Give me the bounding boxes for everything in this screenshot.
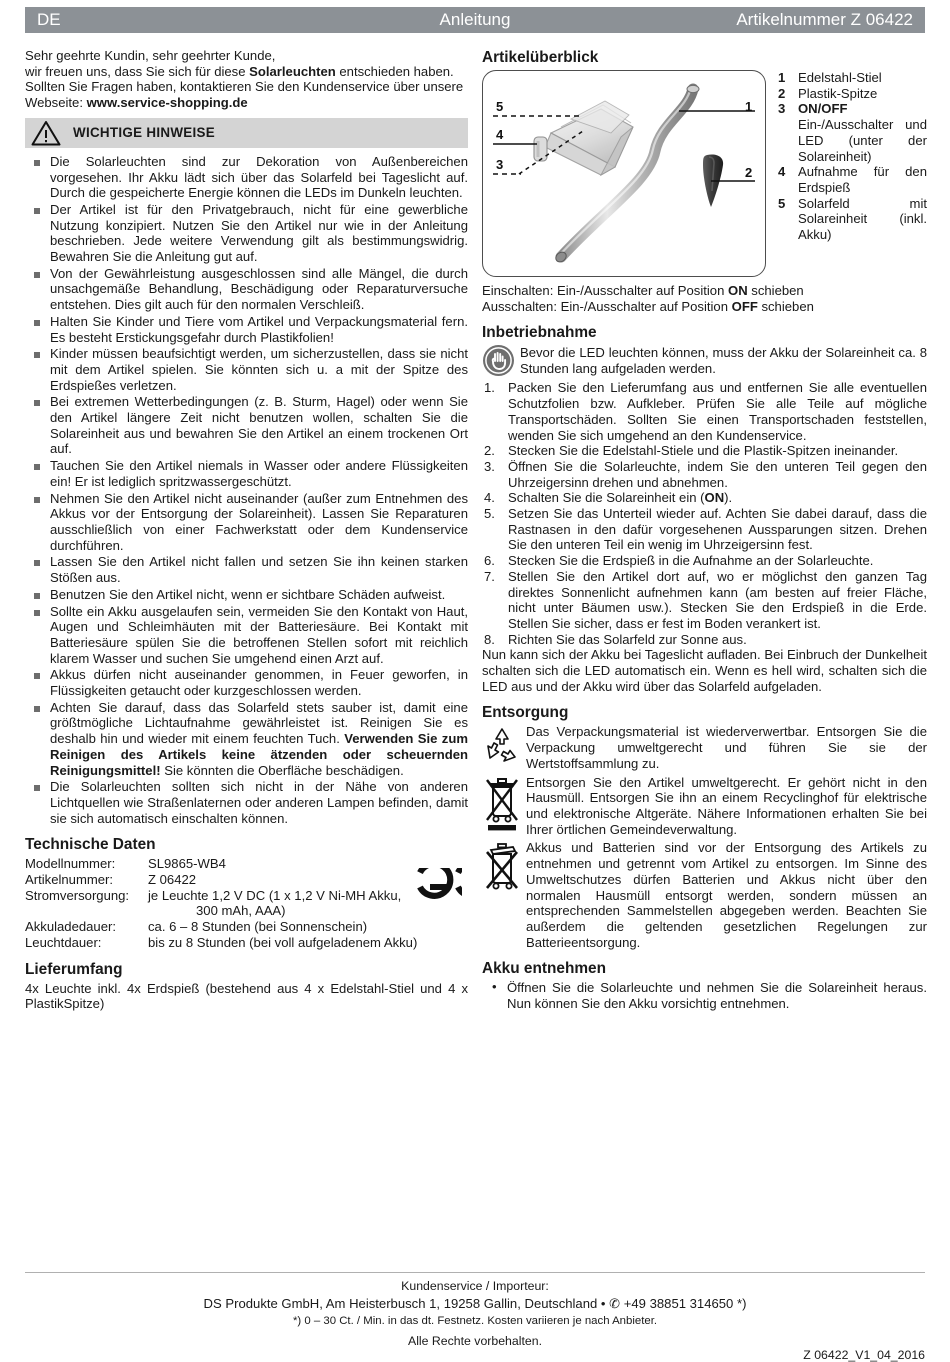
- startup-steps-list: [482, 380, 927, 647]
- legend-label: Solarfeld mit Solareinheit (inkl. Akku): [798, 195, 927, 243]
- svg-text:2: 2: [745, 165, 753, 180]
- disposal-text-weee: Entsorgen Sie den Artikel umweltgerecht. Er gehört nicht in den Hausmüll. Entsorgen Sie ihn an einem Recyclinghof für elektrische und elektronische Altgeräte. Nähere Informationen erhalten Sie bei Ihrer örtlichen Gemeindeverwaltung.: [526, 774, 927, 837]
- svg-text:5: 5: [496, 99, 504, 114]
- legend-item: [778, 70, 927, 86]
- list-item: Nehmen Sie den Artikel nicht auseinander (außer zum Entnehmen des Akkus vor der Entsorgung der Solareinheit). Lassen Sie Reparaturen ausschließlich von einer Fachwerkstatt oder dem Kundenservice durchführen.: [25, 491, 468, 554]
- list-item: Öffnen Sie die Solarleuchte, indem Sie den unteren Teil gegen den Uhrzeigersinn drehen und abnehmen.: [508, 458, 927, 490]
- tech-value: Z 06422: [148, 872, 197, 888]
- warning-triangle-icon: [31, 120, 61, 146]
- tech-value: bis zu 8 Stunden (bei voll aufgeladenem Akku): [148, 934, 418, 950]
- list-item: Stellen Sie den Artikel dort auf, wo er möglichst den ganzen Tag direktes Sonnenlicht aufnehmen kann (am besten auf freier Fläche, nicht unter Bäumen usw.). Stecken Sie den Erdspieß in die Erde. Stellen Sie sicher, dass er fest im Boden verankert ist.: [508, 568, 927, 631]
- legend-number: 5: [778, 195, 786, 211]
- cleaning-text-post: Sie könnten die Oberfläche beschädigen.: [160, 762, 404, 778]
- svg-text:3: 3: [496, 157, 504, 172]
- svg-text:4: 4: [496, 127, 504, 142]
- list-item: Die Solarleuchten sind zur Dekoration von Außenbereichen vorgesehen. Ihr Akku lädt sich über das Solarfeld bei Tageslicht auf. Durch die gespeicherte Energie können die LEDs im Dunkeln leuchten.: [25, 154, 468, 201]
- list-item: Von der Gewährleistung ausgeschlossen sind alle Mängel, die durch unsachgemäße Behandlung, Beschädigung oder Reparaturversuche entstehen. Dies gilt auch für den normalen Verschleiß.: [25, 266, 468, 313]
- recycling-arrows-icon: [482, 724, 522, 768]
- pointing-hand-icon: [482, 344, 515, 377]
- tech-value: ca. 6 – 8 Stunden (bei Sonnenschein): [148, 919, 368, 935]
- list-item: Lassen Sie den Artikel nicht fallen und setzen Sie ihn keinen starken Stößen aus.: [25, 554, 468, 585]
- switch-off-line: [482, 299, 927, 315]
- list-item: Benutzen Sie den Artikel nicht, wenn er sichtbare Schäden aufweist.: [25, 587, 468, 603]
- intro-text-b: entschieden haben. Sollten Sie Fragen haben, kontaktieren Sie den Kundenservice über unsere Webseite:: [25, 63, 464, 111]
- intro-text-a: wir freuen uns, dass Sie sich für diese: [25, 63, 250, 79]
- list-item: Stecken Sie die Edelstahl-Stiele und die Plastik-Spitzen ineinander.: [508, 443, 899, 459]
- footer-company-address: DS Produkte GmbH, Am Heisterbusch 1, 19258 Gallin, Deutschland • ✆ +49 38851 314650 *): [203, 1296, 747, 1311]
- legend-number: 2: [778, 85, 786, 101]
- charging-hint-text: Bevor die LED leuchten können, muss der Akku der Solareinheit ca. 8 Stunden lang aufgeladen werden.: [520, 345, 927, 377]
- tech-key: Leuchtdauer:: [25, 934, 102, 950]
- list-item: Kinder müssen beaufsichtigt werden, um sicherzustellen, dass sie nicht mit dem Artikel spielen. Sie könnten sich u. a mit der Spitze des Erdspießes verletzen.: [25, 346, 468, 393]
- parts-illustration: [483, 71, 765, 276]
- disposal-entry-weee: [482, 775, 927, 838]
- disposal-entry-packaging: [482, 724, 927, 771]
- battery-removal-heading: Akku entnehmen: [482, 960, 607, 978]
- tech-value: 300 mAh, AAA): [196, 903, 286, 919]
- list-item-cleaning: [25, 700, 468, 779]
- cleaning-text-pre: Achten Sie darauf, dass das Solarfeld stets sauber ist, damit eine größtmögliche Lichtaufnahme gewährleistet ist. Reinigen Sie es deshalb hin und wieder mit einem feuchten Tuch.: [50, 699, 468, 747]
- switch-off-post: schieben: [757, 298, 814, 314]
- solar-light-parts-diagram: [482, 70, 766, 277]
- charging-hint: [482, 344, 927, 377]
- disposal-heading: Entsorgung: [482, 704, 569, 722]
- legend-label: ON/OFF Ein-/Ausschalter und LED (unter der Solareinheit): [798, 101, 927, 164]
- tech-key: Modellnummer:: [25, 856, 116, 872]
- technical-data-heading: Technische Daten: [25, 836, 156, 854]
- crossed-out-wheelie-bin-weee-icon: [482, 775, 522, 833]
- important-notes-banner: [25, 118, 468, 148]
- important-notes-label: WICHTIGE HINWEISE: [73, 124, 215, 140]
- scope-of-delivery-heading: Lieferumfang: [25, 960, 123, 978]
- battery-removal-list: [482, 980, 927, 1011]
- service-website: www.service-shopping.de: [86, 95, 248, 111]
- tech-key: Stromversorgung:: [25, 887, 130, 903]
- header-language: DE: [37, 10, 61, 29]
- switch-off-state: OFF: [731, 298, 758, 314]
- switch-off-pre: Ausschalten: Ein-/Ausschalter auf Position: [482, 298, 732, 314]
- step4-on: ON: [704, 490, 725, 506]
- step4-post: ).: [724, 490, 733, 506]
- list-item: Der Artikel ist für den Privatgebrauch, nicht für eine gewerbliche Nutzung konzipiert. Nutzen Sie den Artikel nur wie in der Anleitung beschrieben. Jede weitere Verwendung gilt als bestimmungswidrig. Bewahren Sie die Anleitung gut auf.: [25, 202, 468, 265]
- list-item: Sollte ein Akku ausgelaufen sein, vermeiden Sie den Kontakt von Haut, Augen und Schleimhäuten mit der Batteriesäure. Bei Kontakt mit Batteriesäure spülen Sie die betroffenen Stellen sofort mit reichlich klarem Wasser und suchen Sie umgehend einen Arzt auf.: [25, 604, 468, 667]
- table-row: [25, 919, 468, 935]
- startup-closing-text: Nun kann sich der Akku bei Tageslicht aufladen. Bei Einbruch der Dunkelheit schalten sich die LED automatisch ein. Wenn es hell wird, schalten sich die LED aus und der Akku wird über das Solarfeld aufgeladen.: [482, 647, 927, 694]
- intro-paragraph: [25, 64, 468, 111]
- legend-item: [778, 101, 927, 164]
- list-item: Setzen Sie das Unterteil wieder auf. Achten Sie dabei darauf, dass die Rastnasen in den dafür vorgesehenen Aussparungen sitzen. Drehen Sie den unteren Teil ein wenig im Uhrzeigersinn fest.: [508, 506, 927, 553]
- tech-value: je Leuchte 1,2 V DC (1 x 1,2 V Ni-MH Akku,: [148, 887, 402, 903]
- technical-data-table: [25, 856, 468, 950]
- product-name: Solarleuchten: [249, 63, 336, 79]
- left-column: [25, 48, 468, 1012]
- table-row: [25, 935, 468, 951]
- tech-value: SL9865-WB4: [148, 856, 226, 872]
- legend-item: [778, 164, 927, 195]
- legend-item: [778, 86, 927, 102]
- cleaning-text-bold: Verwenden Sie zum Reinigen des Artikels keine ätzenden oder scheuernden Reinigungsmittel!: [50, 731, 468, 778]
- disposal-entry-battery: [482, 840, 927, 950]
- list-item: Packen Sie den Lieferumfang aus und entfernen Sie alle eventuellen Schutzfolien bzw. Aufkleber. Prüfen Sie alle Teile auf mögliche Transportschäden. Sollten Sie einen Transportschaden feststellen, wenden Sie sich umgehend an den Kundenservice.: [508, 380, 927, 443]
- step4-pre: Schalten Sie die Solareinheit ein (: [508, 490, 705, 506]
- list-item: Halten Sie Kinder und Tiere vom Artikel und Verpackungsmaterial fern. Es besteht Erstickungsgefahr durch Plastikfolien!: [25, 314, 468, 345]
- startup-heading: Inbetriebnahme: [482, 324, 597, 342]
- article-overview-heading: Artikelüberblick: [482, 49, 599, 66]
- right-column: [482, 48, 927, 1012]
- list-item-step4: [482, 490, 927, 506]
- legend-number: 1: [778, 70, 786, 85]
- parts-legend: [766, 70, 927, 277]
- svg-text:1: 1: [745, 99, 753, 114]
- tech-key: Akkuladedauer:: [25, 919, 116, 935]
- crossed-out-battery-bin-icon: [482, 840, 522, 898]
- legend-number: 4: [778, 164, 786, 180]
- legend-number: 3: [778, 101, 786, 117]
- list-item: Die Solarleuchten sollten sich nicht in der Nähe von anderen Lichtquellen wie Straßenlaternen oder anderen Lampen befinden, damit sie sich automatisch einschalten können.: [25, 779, 468, 826]
- legend-label: Plastik-Spitze: [798, 85, 878, 101]
- switch-on-pre: Einschalten: Ein-/Ausschalter auf Position: [482, 283, 729, 298]
- legend-label: Edelstahl-Stiel: [798, 70, 882, 85]
- scope-of-delivery-text: 4x Leuchte inkl. 4x Erdspieß (bestehend aus 4 x Edelstahl-Stiel und 4 x PlastikSpitze): [25, 980, 468, 1012]
- legend-label: Aufnahme für den Erdspieß: [798, 164, 927, 195]
- footer-divider: [25, 1272, 925, 1273]
- footer-document-code: Z 06422_V1_04_2016: [803, 1348, 925, 1362]
- tech-key: Artikelnummer:: [25, 872, 114, 888]
- disposal-text-packaging: Das Verpackungsmaterial ist wiederverwertbar. Entsorgen Sie die Verpackung umweltgerecht und führen Sie sie der Wertstoffsammlung zu.: [526, 724, 927, 771]
- safety-notes-list: [25, 154, 468, 827]
- switch-on-post: schieben: [747, 283, 804, 298]
- page-footer: [25, 1278, 925, 1362]
- list-item: Bei extremen Wetterbedingungen (z. B. Sturm, Hagel) oder wenn Sie den Artikel längere Zeit nicht benutzen wollen, schalten Sie die Solareinheit aus und bewahren Sie den Artikel an einem trockenen Ort auf.: [25, 394, 468, 457]
- onoff-bold: ON/OFF: [798, 101, 848, 117]
- disposal-text-battery: Akkus und Batterien sind vor der Entsorgung des Artikels zu entnehmen und getrennt vom Artikel zu entsorgen. Im Sinne des Umweltschutzes dürfen Batterien und Akkus nicht über den normalen Hausmüll entsorgt werden, sondern müssen an entsprechenden Sammelstellen abgegeben werden. Beachten Sie außerdem die geltenden gesetzlichen Regelungen zur Batterieentsorgung.: [526, 840, 927, 950]
- list-item: Akkus dürfen nicht auseinander genommen, in Feuer geworfen, in Flüssigkeiten getaucht oder kurzgeschlossen werden.: [25, 667, 468, 698]
- header-title: Anleitung: [439, 10, 511, 29]
- ce-mark-icon: [392, 868, 462, 906]
- list-item: Richten Sie das Solarfeld zur Sonne aus.: [508, 631, 747, 647]
- header-article-number: Artikelnummer Z 06422: [736, 10, 913, 29]
- footer-service-label: Kundenservice / Importeur:: [401, 1279, 549, 1293]
- legend-item: [778, 196, 927, 243]
- list-item: Stecken Sie die Erdspieß in die Aufnahme an der Solarleuchte.: [508, 553, 874, 569]
- footer-tariff-note: *) 0 – 30 Ct. / Min. in das dt. Festnetz. Kosten variieren je nach Anbieter.: [292, 1315, 658, 1327]
- salutation: [25, 48, 468, 64]
- page-header-bar: [25, 7, 925, 33]
- switch-instructions: [482, 283, 927, 314]
- salutation-line: Sehr geehrte Kundin, sehr geehrter Kunde,: [25, 48, 276, 63]
- footer-rights: Alle Rechte vorbehalten.: [408, 1334, 542, 1348]
- article-overview-block: [482, 70, 927, 277]
- switch-on-state: ON: [728, 283, 748, 298]
- switch-on-line: [482, 283, 927, 299]
- list-item: Tauchen Sie den Artikel niemals in Wasser oder andere Flüssigkeiten ein! Er ist lediglich spritzwassergeschützt.: [25, 458, 468, 489]
- list-item: • Öffnen Sie die Solarleuchte und nehmen Sie die Solareinheit heraus. Nun können Sie den Akku vorsichtig entnehmen.: [482, 980, 927, 1011]
